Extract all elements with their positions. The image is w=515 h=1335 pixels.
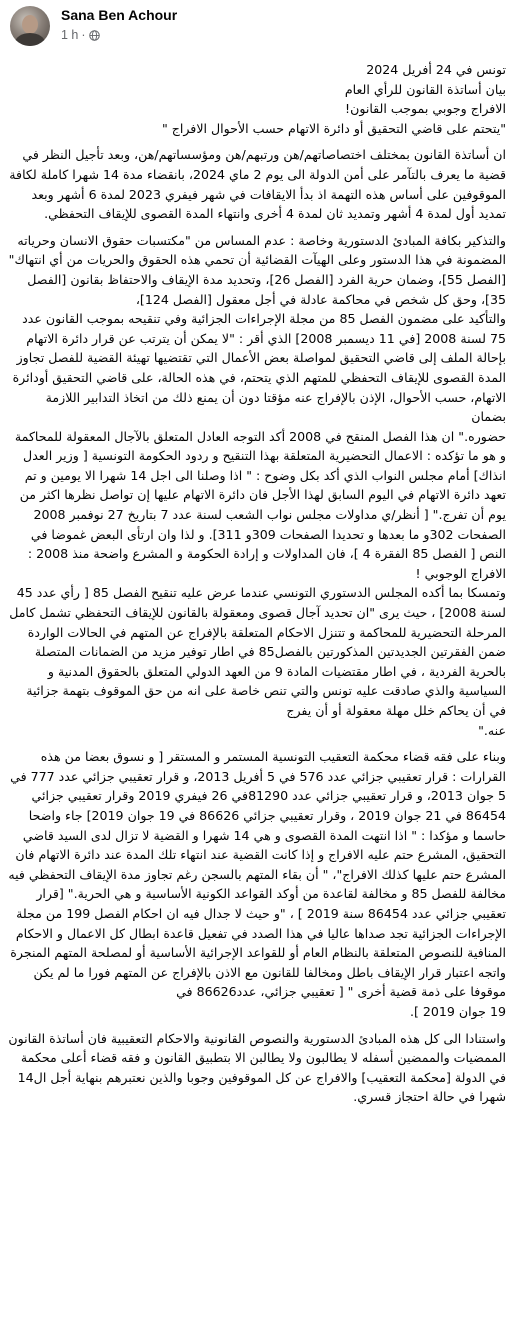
post-paragraph: تونس في 24 أفريل 2024 بيان أساتذة القانون للرأي العام الافراج وجوبي بموجب القانون! "يتحتم على قاضي التحقيق أو دائرة الاتهام حسب الأحوال الافراج ": [161, 62, 506, 136]
post-time[interactable]: 1 h: [61, 28, 79, 42]
post-meta: 1 h ·: [61, 28, 100, 42]
author-name[interactable]: Sana Ben Achour: [61, 7, 178, 23]
globe-icon: [89, 30, 100, 41]
post-body: [8, 60, 506, 1114]
post-paragraph: ان أساتذة القانون بمختلف اختصاصاتهم/هن ورتبهم/هن ومؤسساتهم/هن، وبعد تأجيل النظر في قضية ما يعرف بالتآمر على أمن الدولة الى يوم 2 ماي 2024، بانقضاء مدة 14 شهرا كاملة لكافة الموقوفين على أساس هذه التهمة اذ بدأ الايقافات في شهر فيفري 2023 لمدة 6 أشهر وبعد تمديد أول لمدة 4 أشهر وتمديد ثان لمدة 4 أخرى وانتهاء المدة القصوى للإيقاف التحفظي.: [9, 147, 506, 222]
post-paragraph: وبناء على فقه قضاء محكمة التعقيب التونسية المستمر و المستقر [ و نسوق بعضا من هذه القرارات : قرار تعقيبي جزائي عدد 576 في 5 أفريل 2013، و قرار تعقيبي جزائي عدد 777 في 5 جوان 2013، و قرار تعقيبي جزائي عدد 81290في 26 فيفري 2019 وقرار تعقيبي جزائي 86454 في 21 جوان 2019 ، وقرار تعقيبي جزائي 86626 في 19 جوان 2019] جاء واضحا حاسما و مؤكدا : " اذا انتهت المدة القصوى و هي 14 شهرا و القضية لا تزال لدى السيد قاضي التحقيق، المشرع حتم عليه الافراج و إذا كانت القضية عند انتهاء تلك المدة عند دائرة الاتهام فان المشرع حتم عليها كذلك الافراج"، " أن بقاء المتهم بالسجن رغم تجاوز مدة الإيقاف التحفظي فيه مخالفة للفصل 85 و مخالفة لقاعدة من أوكد القواعد الكونية الأساسية و هي الحرية." [قرار تعقيبي جزائي عدد 86454 سنة 2019 ] ، "و حيث لا جدال فيه ان احكام الفصل 199 من مجلة الإجراءات الجزائية تجد صداها عاليا في هذا الصدد في تفعيل قاعدة ابطال كل الاعمال و الاحكام المنافية للنصوص المتعلقة بالنظام العام أو للقواعد الإجرائية الأساسية أو لمصلحة المتهم المنجرة واتجه اعتبار قرار الإيقاف باطل ومخالفا للقانون مع الاذن بالإفراج عن المتهم فورا ما لم يكن موقوفا على ذمة قضية أخرى " [ تعقيبي جزائي، عدد86626 في 19 جوان 2019 ].: [8, 749, 506, 1019]
post-paragraph: والتذكير بكافة المبادئ الدستورية وخاصة : عدم المساس من "مكتسبات حقوق الانسان وحرياته المضمونة في هذا الدستور وعلى الهيآت القضائية أن تحمي هذه الحقوق والحريات من أي انتهاك" [الفصل 55]، وضمان حرية الفرد [الفصل 26]، وتحديد مدة الإيقاف والاحتفاظ بقانون [الفصل 35]، وحق كل شخص في محاكمة عادلة في أجل معقول [الفصل 124]، والتأكيد على مضمون الفصل 85 من مجلة الإجراءات الجزائية وفي تنقيحه بموجب القانون عدد 75 لسنة 2008 [في 11 ديسمبر 2008] الذي أقر : "لا يمكن أن يترتب عن قرار دائرة الاتهام بإحالة الملف إلى قاضي التحقيق لمواصلة بعض الأعمال التي تقتضيها تهيئة القضية للفصل تجاوز المدة القصوى للإيقاف التحفظي للمتهم الذي يتحتم، في هذه الحالة، على قاضي التحقيق أودائرة الاتهام، حسب الأحوال، الإذن بالإفراج عنه مؤقتا دون أن يمنع ذلك من اتخاذ التدابير اللازمة بضمان حضوره." ان هذا الفصل المنقح في 2008 أكد التوجه العادل المتعلق بالآجال المعقولة للمحاكمة و هو ما تؤكده : الاعمال التحضيرية المتعلقة بهذا التنقيح و ردود الحكومة التونسية [ وزير العدل انذاك] أمام مجلس النواب الذي أكد بكل وضوح : " اذا وصلنا الى اجل 14 شهرا الا يومين و تم تعهد دائرة الاتهام في اليوم السابق لهذا الأجل فان دائرة الاتهام عليها إن تواصل نظرها اكثر من يوم أن تفرج." [ أنظر/ي مداولات مجلس نواب الشعب لسنة عدد 7 بتاريخ 27 نوفمبر 2008 الصفحات 302و ما بعدها و تحديدا الصفحات 309و 311]. و لذا وان ارتأى البعض غموضا في النص [ الفصل 85 الفقرة 4 ]، فان المداولات و إرادة الحكومة و المشرع واضحة منذ 2008 : الافراج الوجوبي ! وتمسكا بما أكده المجلس الدستوري التونسي عندما عرض عليه تنقيح الفصل 85 [ رأي عدد 45 لسنة 2008] ، حيث يرى "ان تحديد آجال قصوى ومعقولة بالقانون للإيقاف التحفظي تشمل كامل المرحلة التحضيرية للمحاكمة و تتنزل الاحكام المتعلقة بالإفراج عن المتهم في الحالات الواردة ضمن الفقرتين الجديدتين المذكورتين بالفصل85 في اطار توفير مزيد من الضمانات المتصلة بالحرية الفردية ، في اطار مقتضيات المادة 9 من العهد الدولي المتعلق بالحقوق المدنية و السياسية والذي صادقت عليه تونس والتي تنص خاصة على انه من حق الموقوف بتهمة جزائية في أن يحاكم خلل مهلة معقولة أو أن يفرج عنه.": [8, 232, 506, 738]
avatar[interactable]: [10, 6, 50, 46]
post-paragraph: واستنادا الى كل هذه المبادئ الدستورية والنصوص القانونية والاحكام التعقيبية فان أساتذة القانون الممضيات والممضين أسفله لا يطالبون ولا يطالبن الا بتطبيق القانون و فقه قضاء أعلى محكمة في الدولة [محكمة التعقيب] والافراج عن كل الموقوفين وجوبا والذين نعتبرهم بنهاية أجل ال14 شهرا في حالة احتجاز قسري.: [8, 1030, 506, 1105]
post-header: [0, 0, 515, 56]
